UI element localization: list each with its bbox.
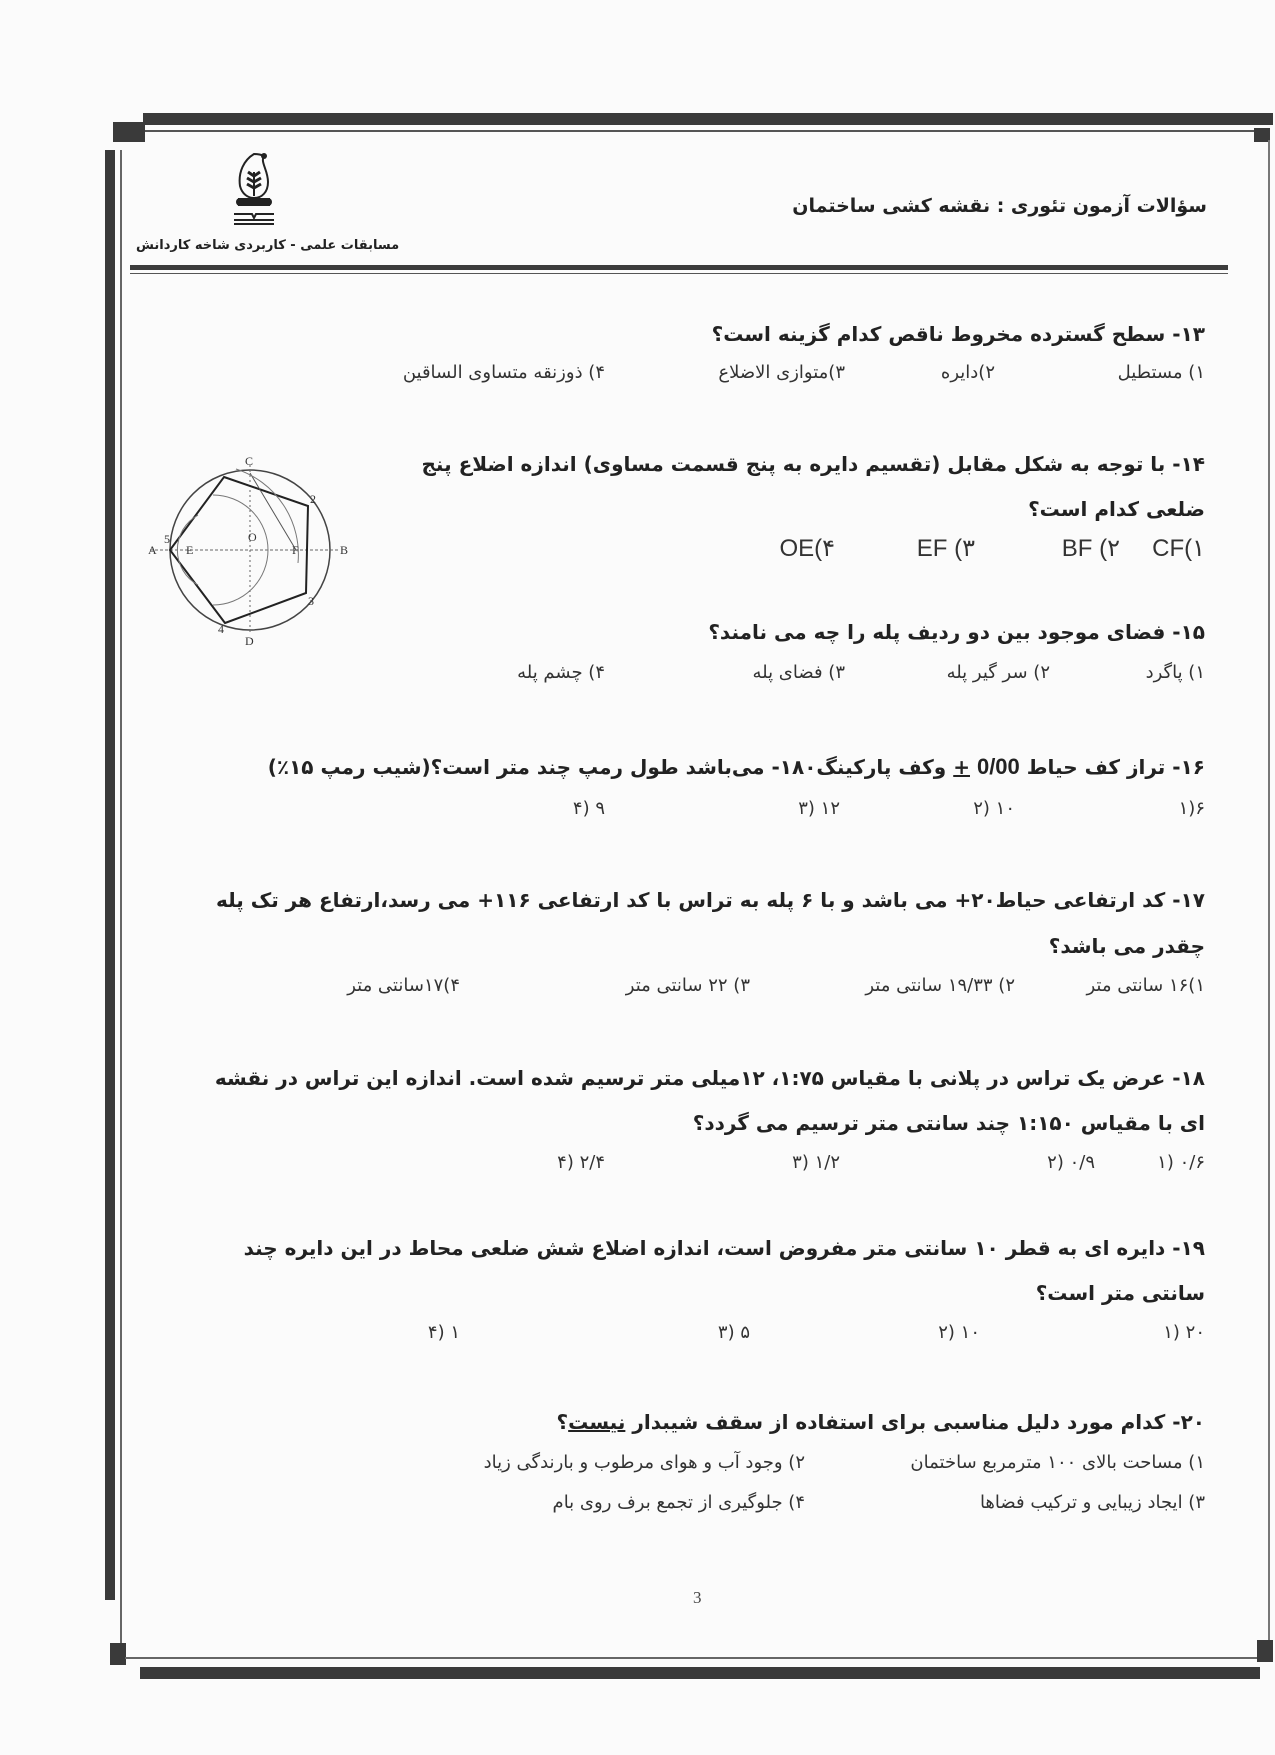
diagram-label-d: D (245, 634, 254, 645)
option-2[interactable]: ۱۰ (۲ (973, 798, 1015, 819)
option-1[interactable]: ۱)۱۶ سانتی متر (1086, 975, 1205, 996)
option-1[interactable]: ۰/۶ (۱ (1157, 1152, 1205, 1173)
option-1[interactable]: ۲۰ (۱ (1163, 1322, 1205, 1343)
question-18-text-line1: ۱۸- عرض یک تراس در پلانی با مقیاس ۱:۷۵، ۱۲میلی متر ترسیم شده است. اندازه این تراس در نقشه (214, 1066, 1205, 1090)
page-frame-right (1268, 140, 1270, 1640)
question-14-text-line1: ۱۴- با توجه به شکل مقابل (تقسیم دایره به پنج قسمت مساوی) اندازه اضلاع پنج (421, 452, 1205, 476)
page-frame-bottom (140, 1667, 1260, 1679)
question-13-text: ۱۳- سطح گسترده مخروط ناقص کدام گزینه است؟ (711, 322, 1205, 346)
page-frame-top (143, 113, 1273, 125)
question-16-prefix: ۱۶- تراز کف حیاط (1026, 755, 1205, 779)
question-16-options (65, 798, 1205, 834)
page-frame-bottom-inner (125, 1657, 1265, 1659)
question-16-text (268, 745, 1205, 789)
question-15-text: ۱۵- فضای موجود بین دو ردیف پله را چه می نامند؟ (708, 620, 1205, 644)
exam-title: سؤالات آزمون تئوری : نقشه کشی ساختمان (792, 195, 1207, 217)
option-3[interactable]: ۳)متوازی الاضلاع (718, 362, 845, 383)
diagram-label-2: 2 (310, 492, 316, 506)
question-20-emphasis: نیست (568, 1410, 626, 1434)
question-14-text-line2: ضلعی کدام است؟ (1028, 497, 1205, 521)
option-4[interactable]: ۴) چشم پله (517, 662, 605, 683)
question-20-suffix: ؟ (556, 1410, 569, 1434)
question-15-options (65, 662, 1205, 698)
page-frame-corner (110, 1643, 126, 1665)
option-3[interactable]: ۳) فضای پله (752, 662, 845, 683)
option-4[interactable]: ۴) جلوگیری از تجمع برف روی بام (552, 1492, 805, 1513)
diagram-label-o: O (248, 530, 257, 544)
question-20-options-row1 (65, 1452, 1205, 1488)
diagram-label-c: C (245, 455, 254, 468)
option-1[interactable]: ۱) پاگرد (1145, 662, 1205, 683)
header-rule (130, 265, 1228, 270)
question-20-prefix: ۲۰- کدام مورد دلیل مناسبی برای استفاده از سقف شیبدار (632, 1410, 1205, 1434)
level-value: 0/00 (976, 754, 1020, 779)
question-17-text-line1: ۱۷- کد ارتفاعی حیاط۲۰+ می باشد و با ۶ پله به تراس با کد ارتفاعی ۱۱۶+ می رسد،ارتفاع هر تک پله (215, 888, 1205, 912)
question-19-text-line1: ۱۹- دایره ای به قطر ۱۰ سانتی متر مفروض است، اندازه اضلاع شش ضلعی محاط در این دایره چند (243, 1236, 1205, 1260)
option-3[interactable]: ۱/۲ (۳ (792, 1152, 840, 1173)
question-17-text-line2: چقدر می باشد؟ (1048, 934, 1205, 958)
question-20-text (557, 1400, 1205, 1444)
diagram-label-e: E (186, 543, 194, 557)
header-rule-thin (130, 273, 1228, 274)
page-frame-top-inner (128, 130, 1268, 132)
diagram-label-4: 4 (218, 622, 224, 636)
option-2[interactable]: ۲)دایره (940, 362, 995, 383)
plus-minus-sign: + (953, 755, 970, 779)
option-1[interactable]: ۶(۱ (1178, 798, 1205, 819)
question-19-text-line2: سانتی متر است؟ (1035, 1281, 1205, 1305)
option-3[interactable]: ۱۲ (۳ (798, 798, 840, 819)
option-1[interactable]: ۱) مستطیل (1117, 362, 1205, 383)
diagram-label-3: 3 (308, 594, 314, 608)
option-3[interactable]: ۵ (۳ (717, 1322, 750, 1343)
option-4[interactable]: ۱ (۴ (427, 1322, 460, 1343)
option-3[interactable]: ۳) ایجاد زیبایی و ترکیب فضاها (979, 1492, 1205, 1513)
question-20-options-row2 (65, 1492, 1205, 1528)
option-3[interactable]: ۳) ۲۲ سانتی متر (625, 975, 750, 996)
option-4[interactable]: ۹ (۴ (572, 798, 605, 819)
option-1[interactable]: ۱) مساحت بالای ۱۰۰ مترمربع ساختمان (910, 1452, 1205, 1473)
diagram-label-5: 5 (164, 532, 170, 546)
circle-pentagon-construction-diagram-icon (148, 455, 348, 645)
option-1[interactable]: CF(۱ (1152, 535, 1205, 562)
option-4[interactable]: OE(۴ (779, 535, 835, 562)
question-18-text-line2: ای با مقیاس ۱:۱۵۰ چند سانتی متر ترسیم می گردد؟ (692, 1111, 1205, 1135)
question-16-suffix: وکف پارکینگ۱۸۰- می‌باشد طول رمپ چند متر است؟(شیب رمپ ۱۵٪) (267, 755, 947, 779)
question-18-options (65, 1152, 1205, 1188)
diagram-label-a: A (148, 543, 157, 557)
option-2[interactable]: ۲) ۱۹/۳۳ سانتی متر (865, 975, 1015, 996)
page-frame-corner (1257, 1640, 1273, 1662)
question-19-options (65, 1322, 1205, 1358)
question-17-options (65, 975, 1205, 1011)
page-frame-corner (113, 122, 145, 142)
organization-name: مسابقات علمی - کاربردی شاخه کاردانش (136, 238, 400, 253)
option-4[interactable]: ۴) ذوزنقه متساوی الساقین (402, 362, 605, 383)
page-number: 3 (693, 1588, 702, 1607)
option-2[interactable]: ۱۰ (۲ (938, 1322, 980, 1343)
paisley-wheat-gear-book-logo-icon (226, 150, 282, 230)
option-2[interactable]: BF (۲ (1061, 535, 1120, 562)
option-2[interactable]: ۲) وجود آب و هوای مرطوب و بارندگی زیاد (483, 1452, 805, 1473)
diagram-label-f: F (292, 543, 299, 557)
option-4[interactable]: ۴)۱۷سانتی متر (347, 975, 460, 996)
question-13-options (65, 362, 1205, 398)
option-2[interactable]: ۰/۹ (۲ (1047, 1152, 1095, 1173)
option-4[interactable]: ۲/۴ (۴ (557, 1152, 605, 1173)
option-3[interactable]: EF (۳ (916, 535, 975, 562)
diagram-label-b: B (340, 543, 348, 557)
option-2[interactable]: ۲) سر گیر پله (946, 662, 1050, 683)
